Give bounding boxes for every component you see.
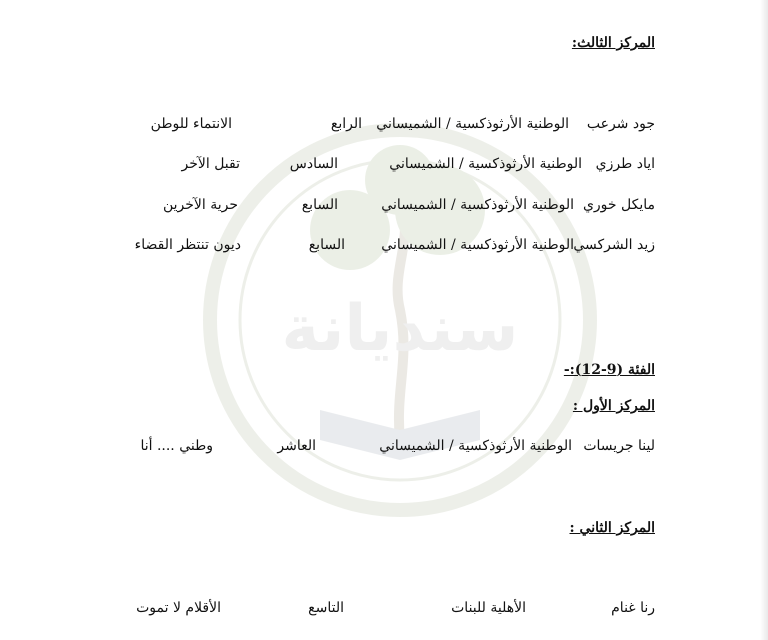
work-title: تقبل الآخر (181, 156, 240, 172)
work-title: حرية الآخرين (162, 197, 238, 213)
student-name: زيد الشركسي (573, 237, 655, 253)
watermark-logo-text: سنديانة (281, 292, 519, 366)
student-name: لينا جريسات (583, 438, 655, 454)
grade: العاشر (277, 438, 316, 454)
student-name: مايكل خوري (582, 197, 655, 213)
student-name: جود شرعب (586, 116, 655, 132)
school-name: الوطنية الأرثوذكسية / الشميساني (389, 156, 582, 172)
school-name: الوطنية الأرثوذكسية / الشميساني (381, 197, 574, 213)
work-title: الانتماء للوطن (150, 116, 232, 132)
student-name: رنا غنام (611, 600, 655, 616)
work-title: الأقلام لا تموت (136, 600, 221, 616)
grade: السابع (301, 197, 338, 213)
section-heading-first-center: المركز الأول : (572, 398, 655, 414)
student-name: اياد طرزي (595, 156, 655, 172)
school-name: الأهلية للبنات (451, 600, 526, 616)
grade: السادس (289, 156, 338, 172)
school-name: الوطنية الأرثوذكسية / الشميساني (376, 116, 569, 132)
category-heading: الفئة (9-12):- (563, 362, 655, 378)
page-edge-shadow (760, 0, 768, 640)
school-name: الوطنية الأرثوذكسية / الشميساني (379, 438, 572, 454)
watermark-logo (200, 110, 600, 530)
section-heading-second-center: المركز الثاني : (569, 520, 655, 536)
grade: التاسع (308, 600, 344, 616)
grade: السابع (308, 237, 345, 253)
work-title: وطني .... أنا (140, 438, 213, 454)
grade: الرابع (330, 116, 362, 132)
school-name: الوطنية الأرثوذكسية / الشميساني (381, 237, 574, 253)
work-title: ديون تنتظر القضاء (134, 237, 241, 253)
section-heading-third-center: المركز الثالث: (571, 35, 655, 51)
